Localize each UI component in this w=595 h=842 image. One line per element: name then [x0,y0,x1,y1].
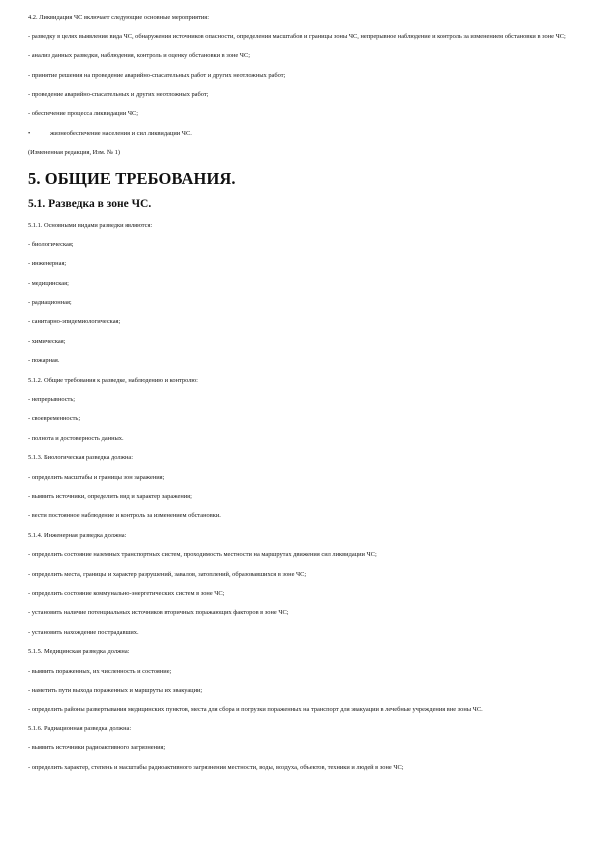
list-item: - биологическая; [28,240,74,248]
list-item: - медицинская; [28,279,69,287]
list-item: - определить состояние наземных транспортных систем, проходимость местности на маршрутах движения сил ликвидации ЧС; [28,551,377,559]
list-item: - санитарно-эпидемиологическая; [28,318,121,326]
list-item: - определить характер, степень и масштабы радиоактивного загрязнения местности, воды, воздуха, объектов, техники и людей в зоне ЧС; [28,763,404,771]
list-item: - вести постоянное наблюдение и контроль за изменением обстановки. [28,512,221,520]
paragraph-5-1-2: 5.1.2. Общие требования к разведке, наблюдению и контролю: [28,376,198,384]
bullet-marker: • [28,129,31,137]
list-item: - инженерная; [28,260,67,268]
paragraph-5-1-5: 5.1.5. Медицинская разведка должна: [28,648,130,656]
list-item: - принятие решения на проведение аварийно-спасательных работ и других неотложных работ; [28,71,286,79]
list-item: - определить районы развертывания медицинских пунктов, места для сбора и погрузки пораженных на транспорт для эвакуации в лечебные учреждения вне зоны ЧС. [28,706,483,714]
paragraph-5-1-3: 5.1.3. Биологическая разведка должна: [28,454,134,462]
list-item: - определить масштабы и границы зон заражения; [28,473,165,481]
list-item: - пожарная. [28,357,60,365]
paragraph-5-1-1: 5.1.1. Основными видами разведки являются: [28,221,153,229]
list-item: - разведку в целях выявления вида ЧС, обнаружения источников опасности, определения масштабов и границы зоны ЧС, непрерывное наблюдение и контроль за изменением обстановки в зоне ЧС; [28,33,566,41]
list-item: - полнота и достоверность данных. [28,434,124,442]
list-item: - наметить пути выхода пораженных и маршруты их эвакуации; [28,686,203,694]
list-item: - радиационная; [28,299,72,307]
document-page [28,14,573,783]
list-item: - химическая; [28,337,66,345]
list-item: - установить нахождение пострадавших. [28,628,139,636]
list-item: - проведение аварийно-спасательных и других неотложных работ; [28,90,209,98]
bullet-text: жизнеобеспечение населения и сил ликвидации ЧС. [50,129,192,137]
list-item: - определить места, границы и характер разрушений, завалов, затоплений, образовавшихся в зоне ЧС; [28,570,307,578]
subsection-title: 5.1. Разведка в зоне ЧС. [28,197,152,210]
paragraph-5-1-4: 5.1.4. Инженерная разведка должна: [28,531,127,539]
list-item: - обеспечение процесса ликвидации ЧС; [28,110,139,118]
list-item: - непрерывность; [28,396,76,404]
list-item: - определить состояние коммунально-энергетических систем в зоне ЧС; [28,589,225,597]
revision-note: (Измененная редакция, Изм. № 1) [28,149,120,157]
body-text [28,222,573,773]
list-item: - своевременность; [28,415,81,423]
list-item: - выявить источники, определить вид и характер заражения; [28,493,192,500]
list-item: - установить наличие потенциальных источников вторичных поражающих факторов в зоне ЧС; [28,609,289,617]
paragraph-4-2: 4.2. Ликвидация ЧС включает следующие основные мероприятия: [28,14,209,21]
list-item: - выявить источники радиоактивного загрязнения; [28,744,166,752]
list-item-bullet [28,130,573,138]
paragraph-5-1-6: 5.1.6. Радиационная разведка должна: [28,725,132,733]
list-item: - выявить пораженных, их численность и состояние; [28,667,172,675]
list-item: - анализ данных разведки, наблюдения, контроль и оценку обстановки в зоне ЧС; [28,52,250,60]
section-title: 5. ОБЩИЕ ТРЕБОВАНИЯ. [28,168,236,188]
